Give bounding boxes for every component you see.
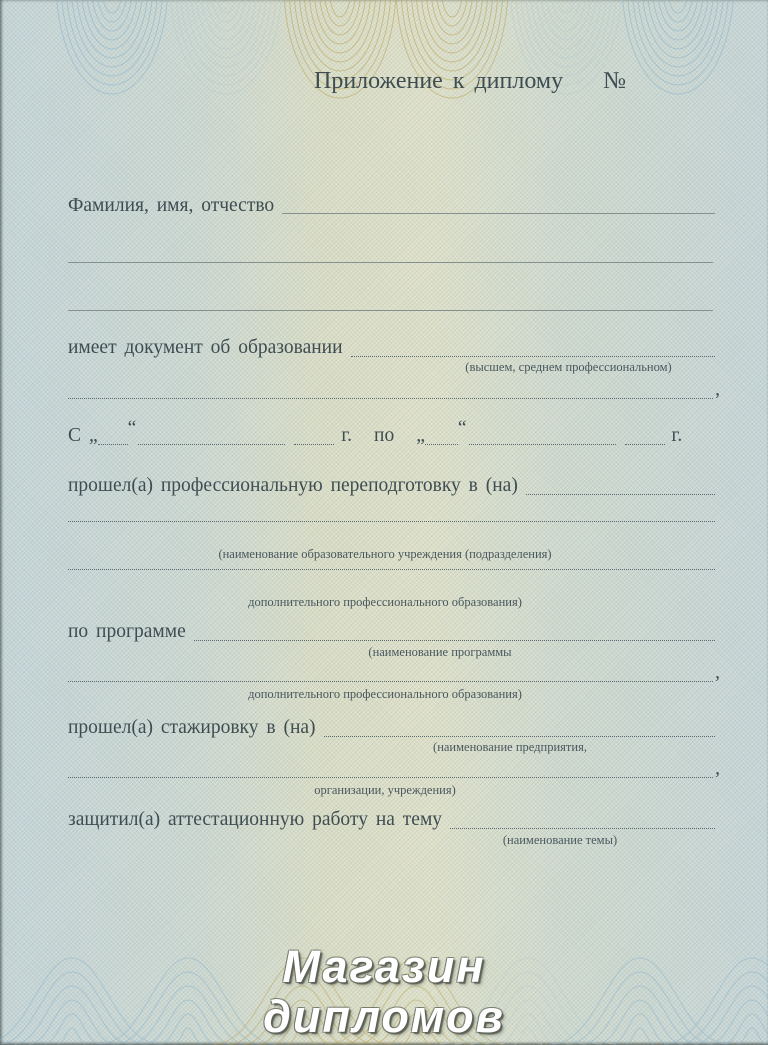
- name-continuation-line-1: [68, 262, 713, 263]
- education-document-hint: (высшем, среднем профессиональном): [465, 360, 672, 374]
- period-row: [68, 418, 683, 448]
- education-continuation-row: [68, 378, 720, 402]
- full-name-row: [68, 194, 715, 218]
- day-blank: [425, 443, 458, 445]
- full-name-label: Фамилия, имя, отчество: [68, 195, 275, 216]
- day-blank: [98, 443, 128, 445]
- trailing-comma: ,: [715, 758, 720, 779]
- watermark-line-2: дипломов: [263, 991, 505, 1042]
- institution-blank-line-2: [68, 569, 715, 570]
- year-blank: [625, 443, 665, 445]
- year-abbrev: г.: [671, 425, 683, 446]
- period-from-label: С: [68, 425, 82, 446]
- period-to-label: по: [374, 425, 395, 446]
- institution-row-2: [68, 569, 715, 573]
- name-continuation-line-2: [68, 310, 713, 311]
- internship-hint-2: организации, учреждения): [314, 783, 456, 797]
- institution-blank-line-1: [68, 521, 715, 522]
- shop-watermark: [0, 942, 768, 1042]
- program-continuation-row: [68, 661, 720, 685]
- title-text: Приложение к диплому: [314, 68, 564, 94]
- full-name-blank-line: [282, 213, 715, 214]
- document-title: [314, 66, 626, 96]
- education-document-blank-line: [351, 356, 715, 357]
- close-quote: “: [127, 418, 137, 439]
- thesis-hint: (наименование темы): [502, 833, 618, 847]
- year-blank: [294, 443, 334, 445]
- education-document-label: имеет документ об образовании: [68, 337, 343, 358]
- number-sign: №: [603, 68, 626, 94]
- program-hint-1: (наименование программы: [368, 645, 512, 659]
- program-label: по программе: [68, 621, 186, 642]
- internship-continuation-row: [68, 757, 720, 781]
- program-continuation-blank-line: [68, 681, 713, 682]
- education-continuation-blank-line: [68, 398, 713, 399]
- program-blank-line: [194, 640, 715, 641]
- internship-hint-1: (наименование предприятия,: [433, 740, 587, 754]
- internship-row: [68, 716, 715, 740]
- retraining-blank-line: [526, 494, 715, 495]
- internship-blank-line: [324, 736, 715, 737]
- thesis-blank-line: [450, 828, 715, 829]
- thesis-label: защитил(а) аттестационную работу на тему: [68, 809, 443, 830]
- institution-row-1: [68, 521, 715, 525]
- open-quote: „: [89, 425, 98, 446]
- education-document-row: [68, 336, 715, 360]
- retraining-label: прошел(а) профессиональную переподготовку в (на): [68, 475, 518, 496]
- program-hint-2: дополнительного профессионального образования): [248, 687, 522, 701]
- program-row: [68, 620, 715, 644]
- month-blank: [138, 443, 285, 445]
- close-quote: “: [457, 418, 467, 439]
- year-abbrev: г.: [341, 425, 353, 446]
- trailing-comma: ,: [715, 379, 720, 400]
- retraining-row: [68, 474, 715, 498]
- open-quote: „: [416, 425, 425, 446]
- month-blank: [469, 443, 616, 445]
- institution-hint-2: дополнительного профессионального образования): [248, 595, 522, 609]
- internship-continuation-blank-line: [68, 777, 713, 778]
- trailing-comma: ,: [715, 662, 720, 683]
- guilloche-top-border: [0, 0, 768, 125]
- thesis-row: [68, 808, 715, 832]
- institution-hint-1: (наименование образовательного учреждения (подразделения): [218, 547, 552, 561]
- internship-label: прошел(а) стажировку в (на): [68, 717, 316, 738]
- watermark-line-1: Магазин: [282, 941, 486, 992]
